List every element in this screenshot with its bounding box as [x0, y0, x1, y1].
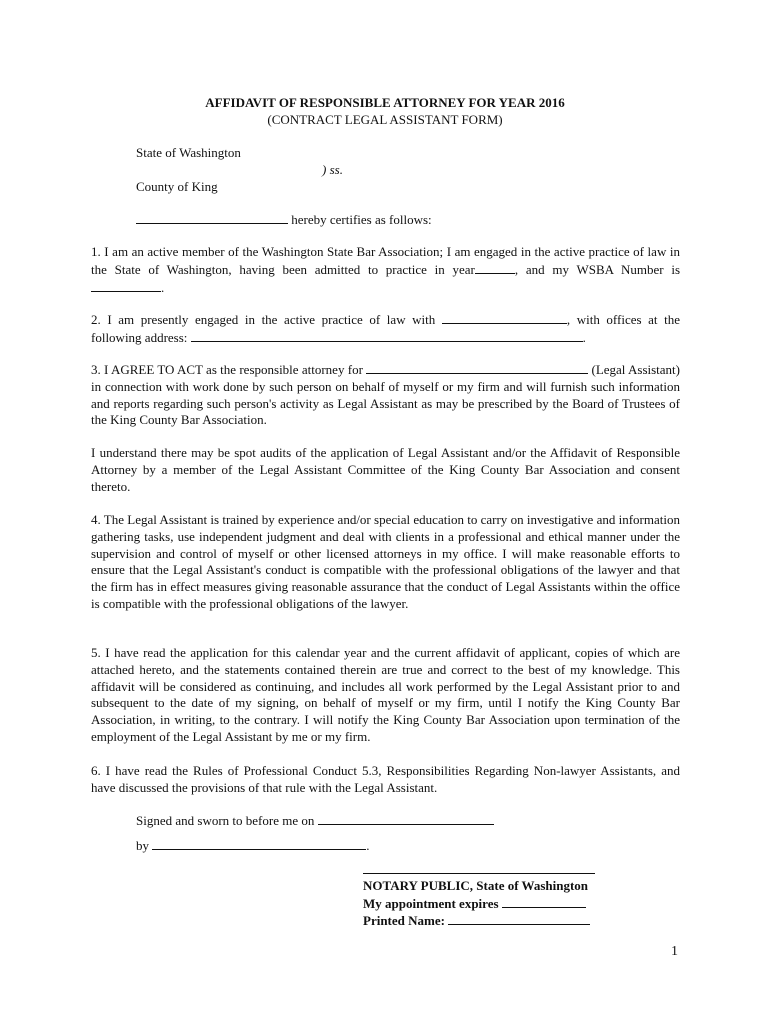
firm-name-field[interactable]: [442, 311, 567, 324]
by-line: [136, 837, 370, 855]
notary-printed-name-label: Printed Name:: [363, 913, 445, 928]
notary-signature-line[interactable]: [363, 873, 595, 874]
document-subtitle: (CONTRACT LEGAL ASSISTANT FORM): [267, 112, 503, 127]
sworn-date-field[interactable]: [318, 812, 494, 825]
venue-state: State of Washington: [136, 145, 241, 160]
p1-text-b: , and my WSBA Number is: [514, 261, 680, 277]
notary-printed-name-line: [363, 912, 590, 930]
p2-text-c: .: [582, 329, 586, 345]
by-end: .: [366, 838, 370, 853]
p1-text-c: .: [161, 279, 165, 295]
p1-text-a: 1. I am an active member of the Washington State Bar Association; I am engaged in the active practice of law in the State of Washington, having been admitted to practice in year: [91, 244, 680, 277]
notary-printed-name-field[interactable]: [448, 912, 590, 925]
venue-county: County of King: [136, 179, 218, 194]
notary-expires-line: [363, 895, 586, 913]
wsba-number-field[interactable]: [91, 279, 161, 292]
admission-year-field[interactable]: [475, 261, 515, 274]
notary-expires-field[interactable]: [502, 895, 586, 908]
paragraph-3: [91, 361, 680, 429]
p2-text-a: 2. I am presently engaged in the active practice of law with: [91, 312, 436, 327]
p2-text-b: , with offices at the following address:: [91, 312, 681, 345]
by-name-field[interactable]: [152, 837, 366, 850]
certifies-line: [136, 211, 432, 229]
paragraph-6: 6. I have read the Rules of Professional Conduct 5.3, Responsibilities Regarding Non-lawyer Assistants, and have discussed the provisions of that rule with the Legal Assistant.: [91, 763, 680, 795]
by-text: by: [136, 838, 149, 853]
legal-assistant-name-field[interactable]: [366, 361, 588, 374]
sworn-line: [136, 812, 494, 830]
certifies-text: hereby certifies as follows:: [291, 212, 432, 227]
paragraph-3b: I understand there may be spot audits of the application of Legal Assistant and/or the Affidavit of Responsible Attorney by a member of the Legal Assistant Committee of the King County Bar Association and consent thereto.: [91, 445, 680, 494]
sworn-text: Signed and sworn to before me on: [136, 813, 315, 828]
document-title: AFFIDAVIT OF RESPONSIBLE ATTORNEY FOR YEAR 2016: [205, 95, 565, 110]
venue-ss: ) ss.: [322, 162, 343, 177]
paragraph-5: 5. I have read the application for this calendar year and the current affidavit of applicant, copies of which are attached hereto, and the statements contained therein are true and correct to the best of my knowledge. This affidavit will be considered as continuing, and includes all work performed by the Legal Assistant prior to and subsequent to the date of my signing, on behalf of myself or my firm, until I notify the King County Bar Association, in writing, to the contrary. I will notify the King County Bar Association upon termination of the employment of the Legal Assistant by me or my firm.: [91, 645, 680, 744]
p3-text-b: (Legal Assistant) in connection with work done by such person on behalf of myself or my firm and will furnish such information and reports regarding such person's activity as Legal Assistant as may be prescribed by the Board of Trustees of the King County Bar Association.: [91, 362, 680, 428]
affiant-name-field[interactable]: [136, 211, 288, 224]
paragraph-2: [91, 311, 680, 347]
paragraph-1: [91, 244, 680, 296]
p3-text-a: 3. I AGREE TO ACT as the responsible attorney for: [91, 362, 363, 377]
office-address-field[interactable]: [191, 329, 583, 342]
paragraph-4: 4. The Legal Assistant is trained by experience and/or special education to carry on investigative and information gathering tasks, use independent judgment and deal with clients in a professional and ethical manner under the supervision and control of myself or other licensed attorneys in my office. I will make reasonable efforts to ensure that the Legal Assistant's conduct is compatible with the professional obligations of the lawyer and that the firm has in effect measures giving reasonable assurance that the conduct of Legal Assistants within the office is compatible with the professional obligations of the lawyer.: [91, 512, 680, 611]
notary-expires-label: My appointment expires: [363, 896, 499, 911]
page-number: 1: [671, 944, 678, 959]
notary-title: NOTARY PUBLIC, State of Washington: [363, 878, 589, 893]
